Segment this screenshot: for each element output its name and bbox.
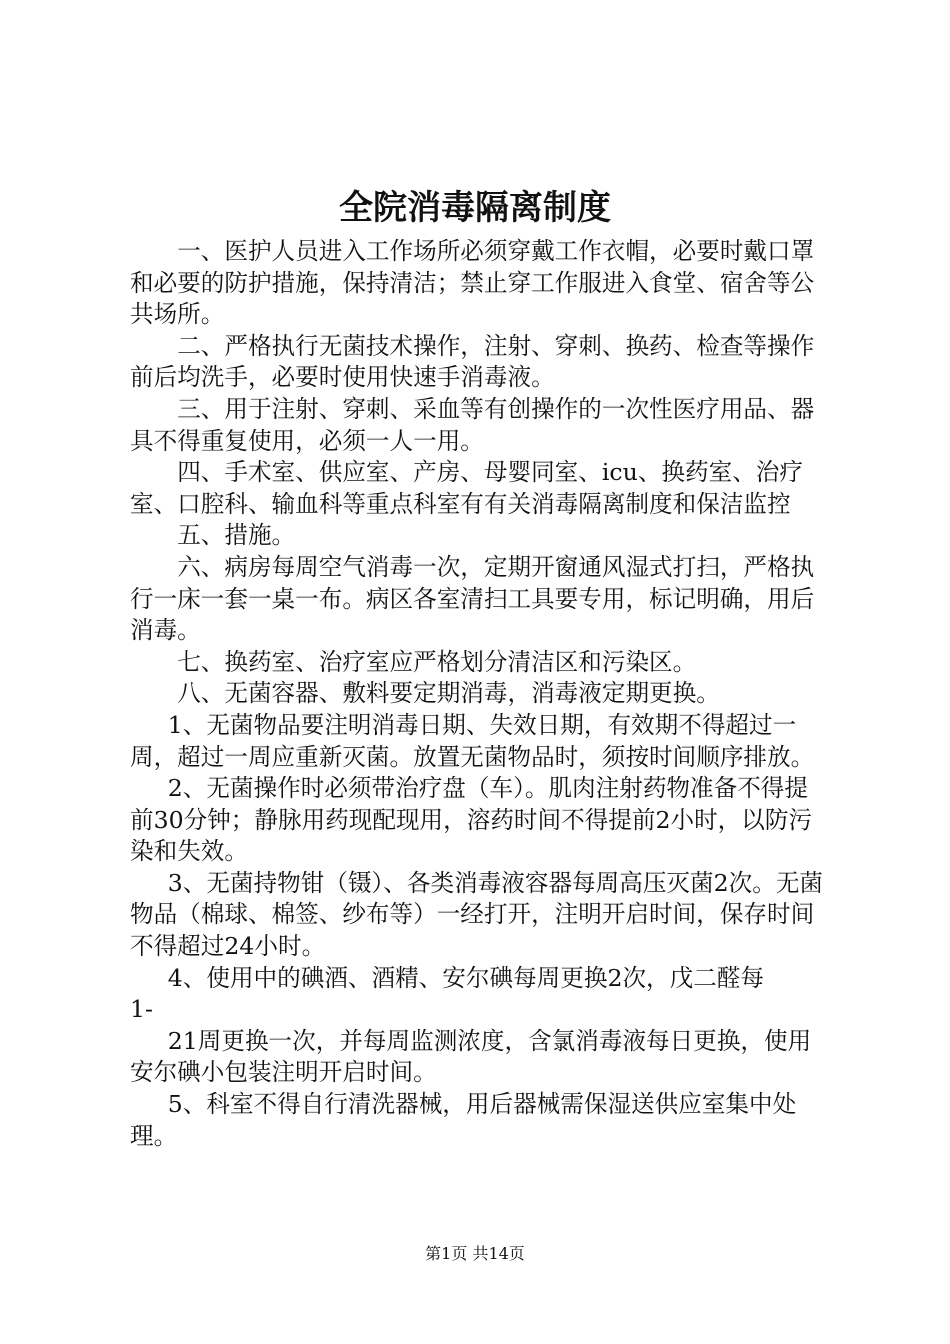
paragraph-4: 四、手术室、供应室、产房、母婴同室、icu、换药室、治疗室、口腔科、输血科等重点科室有有关消毒隔离制度和保洁监控 (130, 458, 803, 518)
item-4: 4、使用中的碘酒、酒精、安尔碘每周更换2次，戊二醛每 (167, 963, 765, 992)
item-4-break: 1- (130, 995, 153, 1024)
item-3: 3、无菌持物钳（镊）、各类消毒液容器每周高压灭菌2次。无菌物品（棉球、棉签、纱布等）一经打开，注明开启时间，保存时间不得超过24小时。 (130, 868, 824, 961)
paragraph-3: 三、用于注射、穿刺、采血等有创操作的一次性医疗用品、器具不得重复使用，必须一人一用。 (130, 394, 815, 455)
document-body (130, 236, 830, 1152)
item-5: 5、科室不得自行清洗器械，用后器械需保湿送供应室集中处理。 (130, 1090, 797, 1150)
paragraph-6: 六、病房每周空气消毒一次，定期开窗通风湿式打扫，严格执行一床一套一桌一布。病区各室清扫工具要专用，标记明确，用后消毒。 (130, 552, 815, 645)
paragraph-7: 七、换药室、治疗室应严格划分清洁区和污染区。 (177, 647, 697, 676)
paragraph-2: 二、严格执行无菌技术操作，注射、穿刺、换药、检查等操作前后均洗手，必要时使用快速手消毒液。 (130, 331, 815, 392)
item-4-continued: 21周更换一次，并每周监测浓度，含氯消毒液每日更换，使用安尔碘小包装注明开启时间。 (130, 1026, 812, 1087)
paragraph-5: 五、措施。 (177, 521, 296, 550)
document-title: 全院消毒隔离制度 (339, 188, 611, 228)
item-2: 2、无菌操作时必须带治疗盘（车）。肌肉注射药物准备不得提前30分钟；静脉用药现配现用，溶药时间不得提前2小时，以防污染和失效。 (130, 774, 813, 866)
page-footer: 第1页 共14页 (425, 1244, 525, 1263)
paragraph-1: 一、医护人员进入工作场所必须穿戴工作衣帽，必要时戴口罩和必要的防护措施，保持清洁；禁止穿工作服进入食堂、宿舍等公共场所。 (130, 237, 815, 329)
paragraph-8: 八、无菌容器、敷料要定期消毒，消毒液定期更换。 (177, 679, 720, 708)
item-1: 1、无菌物品要注明消毒日期、失效日期，有效期不得超过一周，超过一周应重新灭菌。放置无菌物品时，须按时间顺序排放。 (130, 710, 815, 771)
